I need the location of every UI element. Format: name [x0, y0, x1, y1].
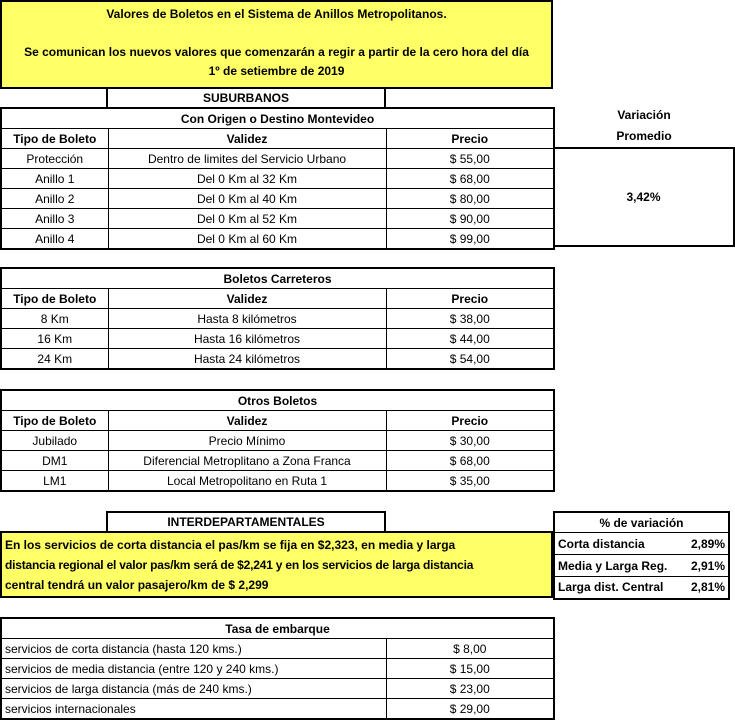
cell-validez: Dentro de limites del Servicio Urbano [108, 149, 386, 169]
tasa-title: Tasa de embarque [1, 618, 554, 639]
column-header: Validez [108, 411, 386, 431]
otros-table [0, 389, 555, 492]
cell-validez: Hasta 8 kilómetros [108, 309, 386, 329]
table-row [1, 471, 554, 492]
cell-precio: $ 68,00 [386, 169, 554, 189]
cell-validez: Del 0 Km al 52 Km [108, 209, 386, 229]
table-row [1, 679, 554, 699]
variation-title: % de variación [554, 512, 729, 533]
interdep-text-line-2: distancia regional el valor pas/km será de $2,241 y en los servicios de larga distancia [5, 558, 474, 572]
variation-value: 2,89% [642, 533, 730, 555]
cell-precio: $ 30,00 [386, 431, 554, 451]
cell-validez: Local Metropolitano en Ruta 1 [108, 471, 386, 492]
column-header: Tipo de Boleto [1, 129, 108, 149]
table-row [1, 659, 554, 679]
cell-precio: $ 68,00 [386, 451, 554, 471]
variation-label-2: Promedio [616, 129, 672, 143]
cell-validez: Del 0 Km al 60 Km [108, 229, 386, 250]
cell-tipo: LM1 [1, 471, 108, 492]
cell-validez: Del 0 Km al 32 Km [108, 169, 386, 189]
table-row [554, 555, 729, 577]
variation-label: Media y Larga Reg. [554, 555, 642, 577]
cell-precio: $ 35,00 [386, 471, 554, 492]
table-row [1, 149, 554, 169]
cell-precio: $ 54,00 [386, 349, 554, 370]
cell-tipo: Anillo 3 [1, 209, 108, 229]
cell-precio: $ 23,00 [386, 679, 554, 699]
cell-validez: Hasta 16 kilómetros [108, 329, 386, 349]
cell-precio: $ 90,00 [386, 209, 554, 229]
column-header: Precio [386, 129, 554, 149]
table-row [1, 639, 554, 659]
cell-precio: $ 44,00 [386, 329, 554, 349]
variation-table [553, 511, 730, 600]
cell-precio: $ 55,00 [386, 149, 554, 169]
cell-tipo: Anillo 4 [1, 229, 108, 250]
variation-label: Corta distancia [554, 533, 642, 555]
interdep-text-line-1: En los servicios de corta distancia el pas/km se fija en $2,323, en media y larga [5, 538, 456, 552]
table-row [1, 699, 554, 720]
column-header: Validez [108, 129, 386, 149]
notice-line-1: Se comunican los nuevos valores que comenzarán a regir a partir de la cero hora del día [24, 45, 529, 59]
table-row [1, 349, 554, 370]
variation-label-1: Variación [617, 108, 671, 122]
table-row [1, 169, 554, 189]
cell-validez: Precio Mínimo [108, 431, 386, 451]
table-row [1, 309, 554, 329]
column-header: Tipo de Boleto [1, 411, 108, 431]
cell-precio: $ 80,00 [386, 189, 554, 209]
variation-label: Larga dist. Central [554, 577, 642, 599]
interdepartamentales-text [0, 531, 553, 598]
cell-tipo: Anillo 1 [1, 169, 108, 189]
notice-line-2: 1º de setiembre de 2019 [208, 64, 345, 78]
cell-tipo: 8 Km [1, 309, 108, 329]
table-row [1, 329, 554, 349]
cell-tipo: Jubilado [1, 431, 108, 451]
header-title: Valores de Boletos en el Sistema de Anillos Metropolitanos. [106, 7, 447, 21]
interdepartamentales-title: INTERDEPARTAMENTALES [106, 511, 386, 532]
column-header: Precio [386, 411, 554, 431]
variation-value [553, 147, 735, 247]
table-row [1, 229, 554, 250]
carreteros-title: Boletos Carreteros [1, 268, 554, 289]
suburbanos-table [0, 107, 555, 250]
cell-tipo: Anillo 2 [1, 189, 108, 209]
cell-precio: $ 38,00 [386, 309, 554, 329]
tasa-table [0, 617, 555, 720]
column-header: Tipo de Boleto [1, 289, 108, 309]
cell-validez: Diferencial Metroplitano a Zona Franca [108, 451, 386, 471]
variation-value: 2,81% [642, 577, 730, 599]
suburbanos-subtitle: Con Origen o Destino Montevideo [1, 108, 554, 129]
cell-validez: Hasta 24 kilómetros [108, 349, 386, 370]
cell-precio: $ 8,00 [386, 639, 554, 659]
table-row [1, 189, 554, 209]
otros-title: Otros Boletos [1, 390, 554, 411]
table-row [1, 431, 554, 451]
table-row [554, 533, 729, 555]
cell-servicio: servicios de larga distancia (más de 240 kms.) [1, 679, 386, 699]
cell-tipo: 16 Km [1, 329, 108, 349]
cell-servicio: servicios de corta distancia (hasta 120 kms.) [1, 639, 386, 659]
header-notice [0, 0, 553, 89]
table-row [554, 577, 729, 599]
cell-tipo: DM1 [1, 451, 108, 471]
column-header: Precio [386, 289, 554, 309]
carreteros-table [0, 267, 555, 370]
cell-servicio: servicios de media distancia (entre 120 y 240 kms.) [1, 659, 386, 679]
cell-precio: $ 15,00 [386, 659, 554, 679]
divider [385, 87, 553, 89]
interdep-text-line-3: central tendrá un valor pasajero/km de $ 2,299 [5, 578, 269, 592]
table-row [1, 451, 554, 471]
column-header: Validez [108, 289, 386, 309]
variation-value: 2,91% [642, 555, 730, 577]
table-row [1, 209, 554, 229]
cell-tipo: Protección [1, 149, 108, 169]
cell-precio: $ 29,00 [386, 699, 554, 720]
variation-value-text: 3,42% [626, 190, 661, 204]
cell-precio: $ 99,00 [386, 229, 554, 250]
cell-tipo: 24 Km [1, 349, 108, 370]
suburbanos-section-title: SUBURBANOS [106, 87, 386, 108]
cell-validez: Del 0 Km al 40 Km [108, 189, 386, 209]
cell-servicio: servicios internacionales [1, 699, 386, 720]
